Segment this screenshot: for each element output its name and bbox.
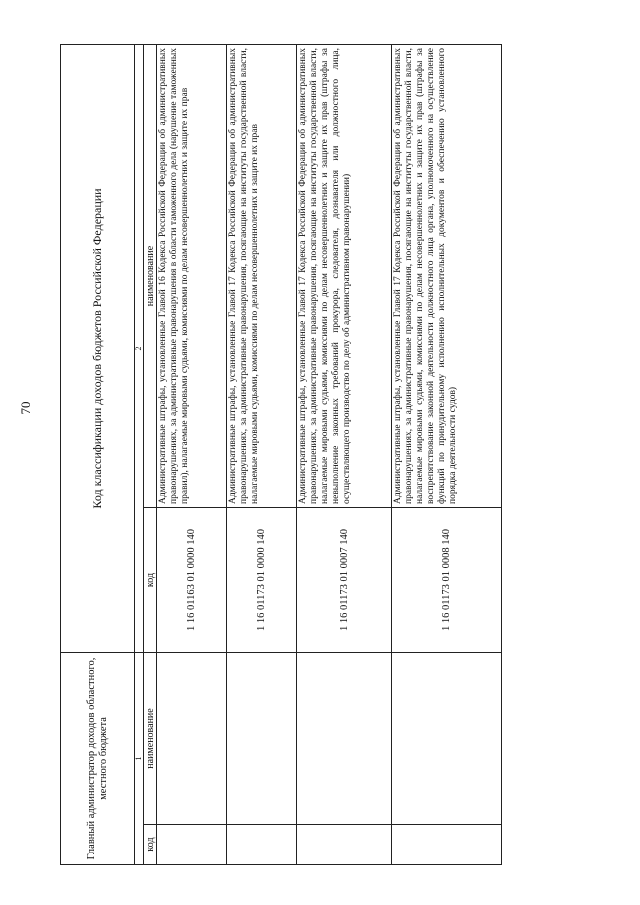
- revenue-name-cell: Административные штрафы, установленные Главой 17 Кодекса Российской Федерации об административных правонарушениях, за административные правонарушения, посягающие на институты государственной власти, налагаемые мировыми судьями, комиссиями по делам несовершеннолетних и защите их прав (штрафы за невыполнение законных требований прокурора, следователя, дознавателя или должностного лица, осуществляющего производство по делу об административном правонарушении): [297, 44, 392, 507]
- table-row: [392, 44, 502, 864]
- admin-name-header: наименование: [144, 652, 157, 824]
- empty-admin-code-cell: [297, 825, 392, 865]
- admin-code-header: код: [144, 825, 157, 865]
- empty-admin-name-cell: [157, 652, 227, 824]
- empty-admin-name-cell: [297, 652, 392, 824]
- revenue-code-cell: 1 16 01173 01 0007 140: [297, 507, 392, 652]
- classification-header: Код классификации доходов бюджетов Российской Федерации: [61, 44, 135, 652]
- empty-admin-name-cell: [227, 652, 297, 824]
- revenue-name-cell: Административные штрафы, установленные Главой 17 Кодекса Российской Федерации об административных правонарушениях, за административные правонарушения, посягающие на институты государственной власти, налагаемые мировыми судьями, комиссиями по делам несовершеннолетних и защите их прав (штрафы за воспрепятствование законной деятельности должностного лица органа, уполномоченного на осуществление функций по принудительному исполнению исполнительных документов и обеспечению установленного порядка деятельности судов): [392, 44, 502, 507]
- empty-admin-code-cell: [392, 825, 502, 865]
- revenue-code-cell: 1 16 01173 01 0000 140: [227, 507, 297, 652]
- empty-admin-code-cell: [227, 825, 297, 865]
- code-header: код: [144, 507, 157, 652]
- table-row: [297, 44, 392, 864]
- column-number-2: 2: [135, 44, 144, 652]
- table-row: [227, 44, 297, 864]
- revenue-classification-table: [60, 44, 502, 865]
- revenue-name-cell: Административные штрафы, установленные Главой 16 Кодекса Российской Федерации об административных правонарушениях, за административные правонарушения в области таможенного дела (нарушение таможенных правил), налагаемые мировыми судьями, комиссиями по делам несовершеннолетних и защите их прав: [157, 44, 227, 507]
- revenue-code-cell: 1 16 01173 01 0008 140: [392, 507, 502, 652]
- rotated-table-container: [60, 45, 500, 865]
- empty-admin-code-cell: [157, 825, 227, 865]
- admin-header: Главный администратор доходов областного, местного бюджета: [61, 652, 135, 864]
- empty-admin-name-cell: [392, 652, 502, 824]
- revenue-name-cell: Административные штрафы, установленные Главой 17 Кодекса Российской Федерации об административных правонарушениях, за административные правонарушения, посягающие на институты государственной власти, налагаемые мировыми судьями, комиссиями по делам несовершеннолетних и защите их прав: [227, 44, 297, 507]
- name-header: наименование: [144, 44, 157, 507]
- page-number: 70: [18, 401, 33, 415]
- table-row: [157, 44, 227, 864]
- column-number-1: 1: [135, 652, 144, 864]
- revenue-code-cell: 1 16 01163 01 0000 140: [157, 507, 227, 652]
